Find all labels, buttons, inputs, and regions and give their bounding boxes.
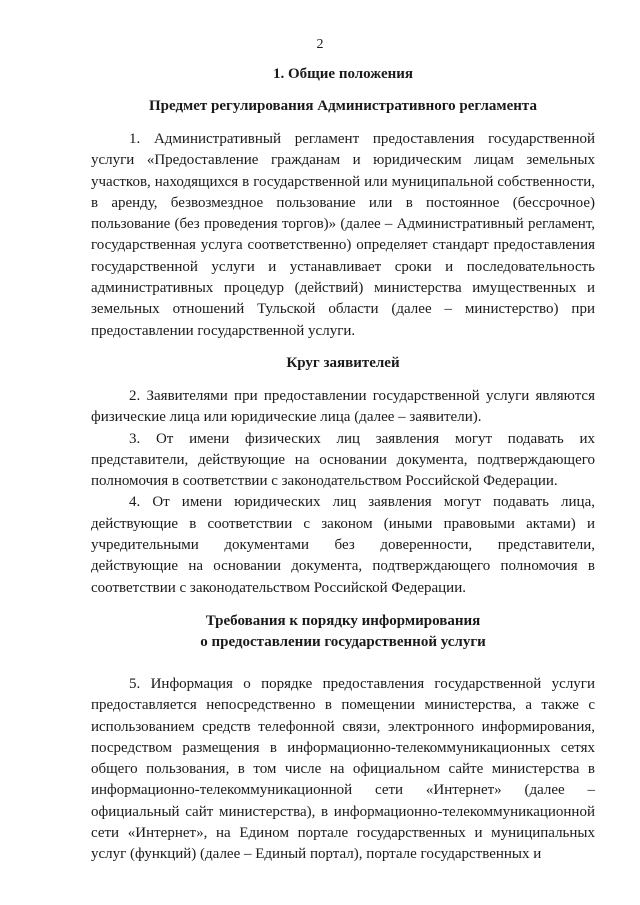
subsection-title-line-2: о предоставлении государственной услуги <box>200 633 486 650</box>
paragraph-1: 1. Административный регламент предоставления государственной услуги «Предоставление гражданам и юридическим лицам земельных участков, находящихся в государственной или муниципальной собственности, в аренду, безвозмездное пользование или в постоянное (бессрочное) пользование (без проведения торгов)» (далее – Административный регламент, государственная услуга соответственно) определяет стандарт предоставления государственной услуги и устанавливает сроки и последовательность административных процедур (действий) министерства имущественных и земельных отношений Тульской области (далее – министерство) при предоставлении государственной услуги. <box>91 131 595 339</box>
paragraph-2: 2. Заявителями при предоставлении государственной услуги являются физические лица или юридические лица (далее – заявители). <box>91 387 595 426</box>
paragraph-3: 3. От имени физических лиц заявления могут подавать их представители, действующие на основании документа, подтверждающего полномочия в соответствии с законодательством Российской Федерации. <box>91 430 595 490</box>
subsection-title-applicants: Круг заявителей <box>286 354 400 371</box>
subsection-title-regulation-subject: Предмет регулирования Административного регламента <box>149 98 537 114</box>
subsection-title-informing-requirements <box>91 611 595 653</box>
paragraph-4: 4. От имени юридических лиц заявления могут подавать лица, действующие в соответствии с законом (иными правовыми актами) и учредительными документами без доверенности, представители, действующие на основании документа, подтверждающего полномочия в соответствии с законодательством Российской Федерации. <box>91 494 595 596</box>
paragraph-5: 5. Информация о порядке предоставления государственной услуги предоставляется непосредственно в помещении министерства, а также с использованием средств телефонной связи, электронного информирования, посредством размещения в информационно-телекоммуникационных сетях общего пользования, в том числе на официальном сайте министерства в информационно-телекоммуникационной сети «Интернет» (далее – официальный сайт министерства), в информационно-телекоммуникационной сети «Интернет», на Едином портале государственных и муниципальных услуг (функций) (далее – Единый портал), портале государственных и <box>91 675 595 863</box>
document-body <box>91 64 595 866</box>
subsection-title-line-1: Требования к порядку информирования <box>205 612 481 629</box>
section-title: 1. Общие положения <box>272 66 414 82</box>
page-number: 2 <box>316 37 324 52</box>
